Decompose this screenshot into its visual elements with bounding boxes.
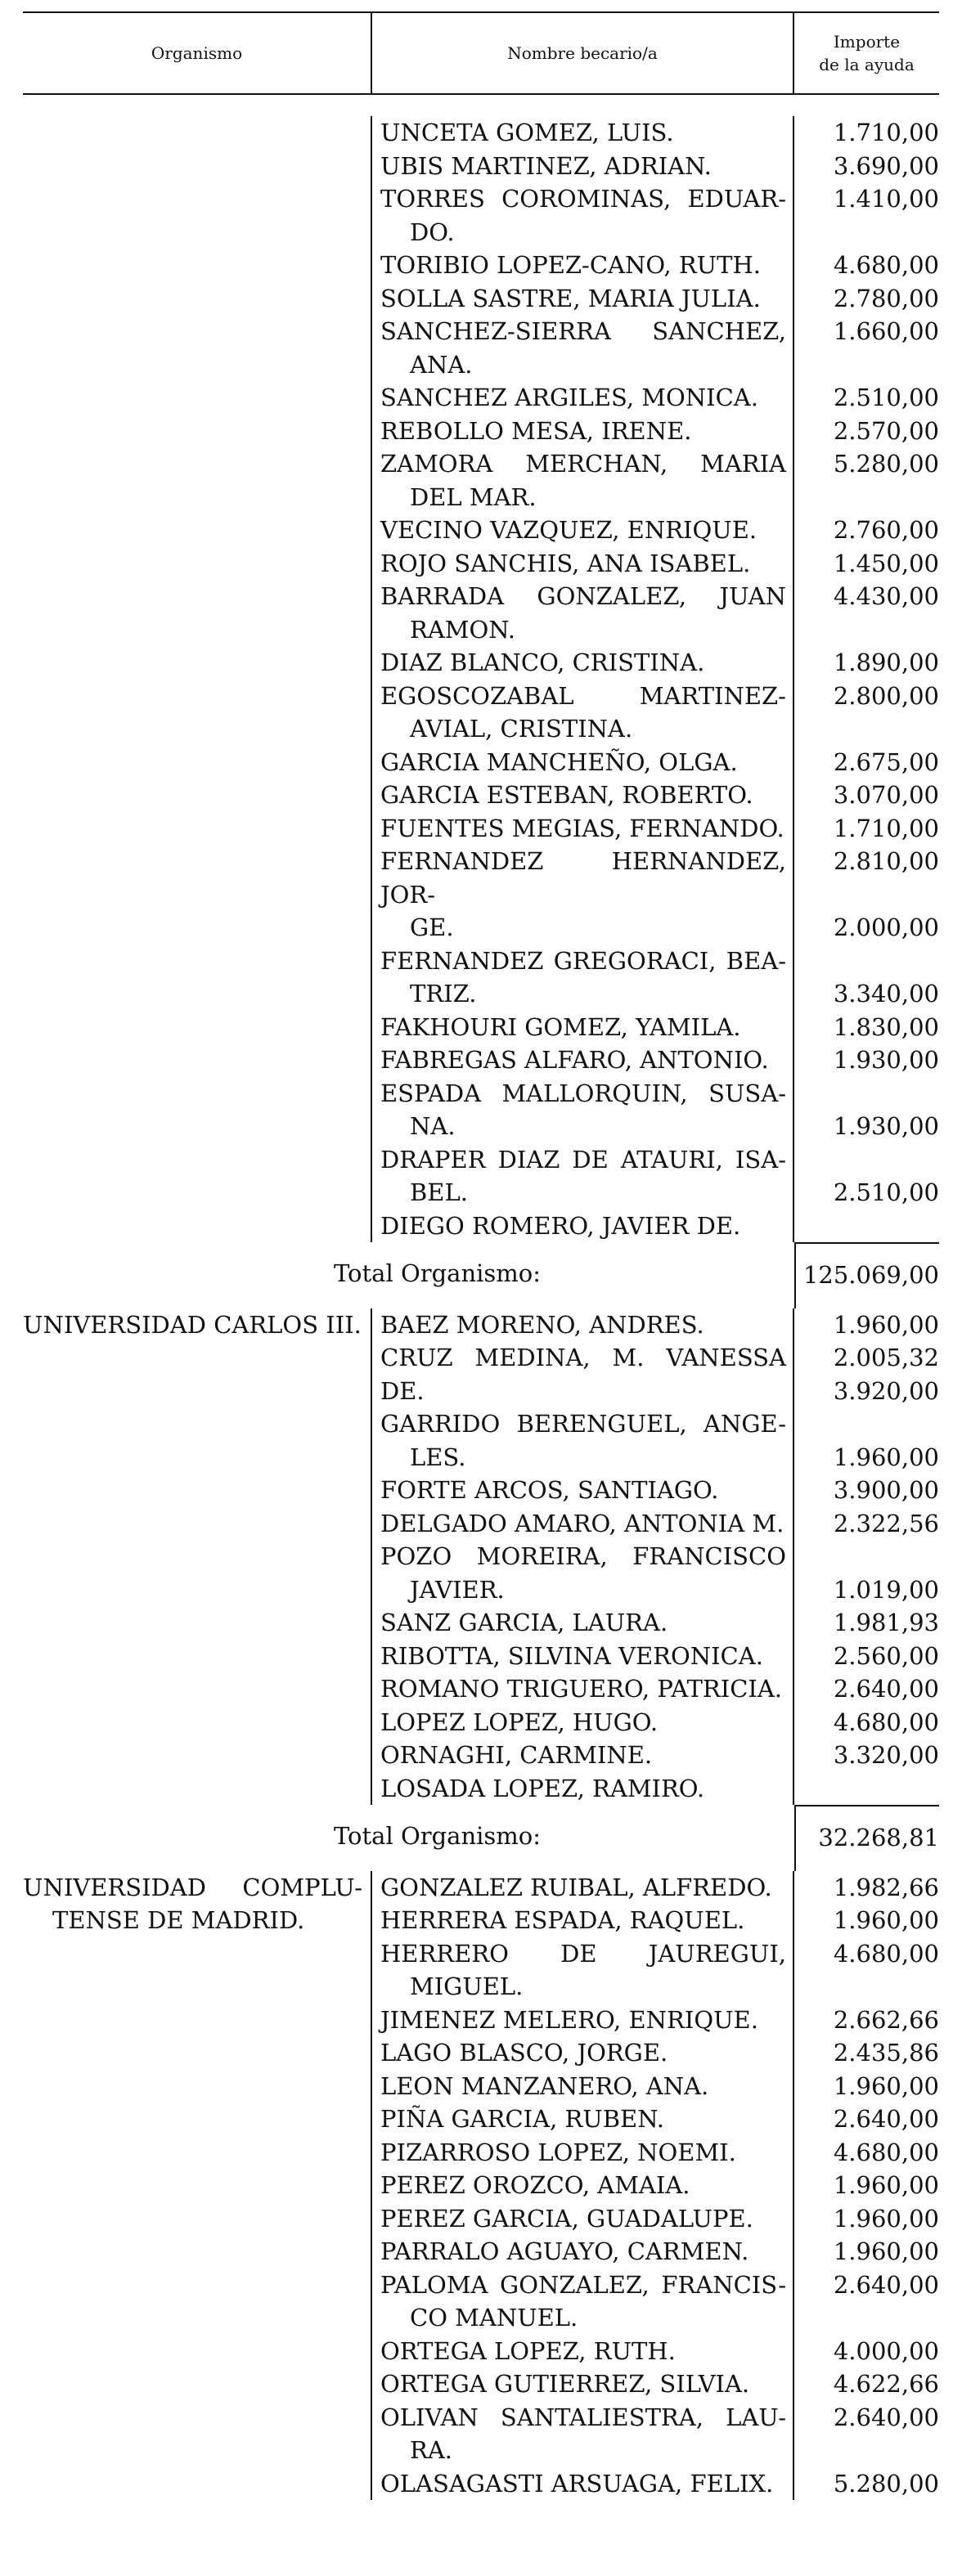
becario-name-continuation: DO. [410, 218, 455, 246]
becario-name: DIEGO ROMERO, JAVIER DE. [380, 1211, 741, 1240]
becario-name: PIZARROSO LOPEZ, NOEMI. [380, 2138, 736, 2166]
list-item [380, 1706, 786, 1739]
list-item [380, 1772, 786, 1806]
list-item [380, 514, 786, 547]
row-spacer [794, 1407, 939, 1441]
importe-value: 1.930,00 [833, 1112, 939, 1140]
list-item [380, 812, 786, 846]
importe-value: 2.662,66 [833, 2005, 939, 2034]
becario-name: CRUZ MEDINA, M. VANESSA DE. [380, 1344, 786, 1405]
becario-name: LAGO BLASCO, JORGE. [380, 2039, 668, 2067]
becario-name: HERRERA ESPADA, RAQUEL. [380, 1906, 745, 1934]
becario-name: GARCIA ESTEBAN, ROBERTO. [380, 781, 753, 809]
importe-value: 2.675,00 [833, 747, 939, 776]
row-spacer [794, 945, 939, 978]
importe-value: 2.000,00 [833, 913, 939, 941]
row-spacer [794, 1143, 939, 1177]
becario-name: FORTE ARCOS, SANTIAGO. [380, 1476, 719, 1504]
becario-name: UNCETA GOMEZ, LUIS. [380, 119, 674, 146]
importe-value: 1.960,00 [833, 1443, 939, 1471]
importe-value: 1.960,00 [833, 2171, 939, 2199]
becario-name: BAEZ MORENO, ANDRES. [380, 1310, 704, 1339]
becario-name: JIMENEZ MELERO, ENRIQUE. [380, 2005, 758, 2034]
organismo-name [23, 116, 371, 1242]
becario-name: LOPEZ LOPEZ, HUGO. [380, 1708, 659, 1736]
list-item [380, 2235, 786, 2269]
becario-name: RIBOTTA, SILVINA VERONICA. [380, 1641, 763, 1670]
importe-value: 5.280,00 [833, 450, 939, 478]
becario-name: ORTEGA LOPEZ, RUTH. [380, 2336, 676, 2365]
list-item [380, 2004, 786, 2037]
becario-name: TORRES COROMINAS, EDUAR- [380, 185, 786, 213]
importe-value: 2.435,86 [833, 2039, 939, 2067]
list-item [380, 1474, 786, 1507]
list-item [380, 2169, 786, 2202]
becario-name: GARCIA MANCHEÑO, OLGA. [380, 747, 738, 776]
table-body [23, 95, 939, 2500]
list-item [380, 315, 786, 381]
importe-value: 2.510,00 [833, 384, 939, 411]
becario-name: PARRALO AGUAYO, CARMEN. [380, 2237, 749, 2265]
list-item [380, 1209, 786, 1243]
list-item [380, 2136, 786, 2170]
becario-name: ZAMORA MERCHAN, MARIA [380, 450, 786, 478]
becario-name-continuation: CO MANUEL. [410, 2304, 578, 2331]
list-item [380, 1640, 786, 1673]
list-item [380, 746, 786, 779]
becario-name: LEON MANZANERO, ANA. [380, 2071, 709, 2100]
importe-value: 1.960,00 [833, 2071, 939, 2100]
importe-value: 2.640,00 [833, 2105, 939, 2133]
importe-value: 3.320,00 [833, 1741, 939, 1769]
list-item [380, 1308, 786, 1342]
importe-value: 4.000,00 [833, 2336, 939, 2365]
becario-name-continuation: LES. [410, 1443, 466, 1471]
row-spacer [794, 613, 939, 647]
becario-name: FABREGAS ALFARO, ANTONIO. [380, 1046, 769, 1074]
total-label: Total Organismo: [333, 1259, 542, 1287]
list-item [380, 1904, 786, 1937]
list-item [380, 415, 786, 448]
becario-name-continuation: NA. [410, 1112, 456, 1140]
organismo-group [23, 116, 939, 1242]
list-item [380, 1077, 786, 1143]
list-item [380, 680, 786, 746]
document-page [23, 11, 939, 2500]
importe-value: 1.410,00 [833, 185, 939, 213]
importe-value: 2.640,00 [833, 2403, 939, 2431]
becario-name-continuation: JAVIER. [410, 1575, 505, 1604]
becario-name: PALOMA GONZALEZ, FRANCIS- [380, 2270, 786, 2299]
becario-name-continuation: RA. [410, 2436, 452, 2464]
list-item [380, 547, 786, 581]
importe-value: 2.570,00 [833, 416, 939, 445]
becario-name: ORTEGA GUTIERREZ, SILVIA. [380, 2370, 750, 2398]
importe-value: 4.680,00 [833, 1708, 939, 1736]
importe-value: 2.560,00 [833, 1641, 939, 1670]
becario-name: ESPADA MALLORQUIN, SUSA- [380, 1079, 786, 1107]
importe-value: 3.690,00 [833, 151, 939, 180]
list-item [380, 1871, 786, 1905]
list-item [380, 646, 786, 680]
list-item [380, 1341, 786, 1407]
importe-value: 3.900,00 [833, 1476, 939, 1504]
importe-value: 2.760,00 [833, 516, 939, 544]
importe-value: 3.920,00 [833, 1376, 939, 1405]
list-item [380, 282, 786, 316]
row-spacer [794, 2301, 939, 2335]
list-item [380, 182, 786, 249]
importe-value: 1.981,93 [833, 1609, 939, 1636]
table-header [23, 11, 939, 95]
organismo-name-line: UNIVERSIDAD CARLOS III. [23, 1310, 362, 1339]
becario-name: DELGADO AMARO, ANTONIA M. [380, 1509, 784, 1537]
list-item [380, 1407, 786, 1474]
becario-name: ROMANO TRIGUERO, PATRICIA. [380, 1675, 783, 1703]
importe-value: 4.680,00 [833, 251, 939, 279]
importe-value: 2.800,00 [833, 681, 939, 710]
importe-value: 1.982,66 [833, 1873, 939, 1901]
importe-value: 1.930,00 [833, 1046, 939, 1074]
header-importe: Importe de la ayuda [819, 32, 915, 74]
becario-names-column [371, 1308, 794, 1806]
importe-value: 4.430,00 [833, 582, 939, 610]
importe-column [794, 116, 939, 1242]
organismo-name-line: UNIVERSIDAD COMPLU- [23, 1873, 362, 1901]
importe-value: 1.660,00 [833, 317, 939, 345]
list-item [380, 2269, 786, 2335]
row-spacer [794, 481, 939, 514]
becario-name: REBOLLO MESA, IRENE. [380, 416, 692, 445]
becario-name-continuation: RAMON. [410, 615, 515, 644]
becario-name: BARRADA GONZALEZ, JUAN [380, 582, 786, 610]
becario-name: DIAZ BLANCO, CRISTINA. [380, 648, 705, 676]
organismo-name [23, 1308, 371, 1806]
organismo-name-line: TENSE DE MADRID. [52, 1906, 305, 1934]
total-value: 125.069,00 [794, 1242, 939, 1308]
becario-name: EGOSCOZABAL MARTINEZ- [380, 681, 786, 710]
importe-value: 1.960,00 [833, 2204, 939, 2233]
becario-name: FERNANDEZ GREGORACI, BEA- [380, 946, 786, 975]
importe-column [794, 1308, 939, 1806]
importe-value: 5.280,00 [833, 2469, 939, 2497]
importe-value: 2.322,56 [833, 1509, 939, 1537]
list-item [380, 2335, 786, 2368]
becario-name: SANZ GARCIA, LAURA. [380, 1609, 668, 1636]
list-item [380, 2103, 786, 2136]
total-organismo-row [23, 1805, 939, 1871]
list-item [380, 945, 786, 1011]
importe-value: 1.960,00 [833, 1310, 939, 1339]
row-spacer [794, 712, 939, 746]
becario-name-continuation: ANA. [410, 350, 473, 379]
becario-name: VECINO VAZQUEZ, ENRIQUE. [380, 516, 757, 544]
total-value: 32.268,81 [794, 1805, 939, 1871]
becario-name: GARRIDO BERENGUEL, ANGE- [380, 1410, 786, 1438]
importe-value: 2.810,00 [833, 847, 939, 875]
becario-name: ORNAGHI, CARMINE. [380, 1741, 653, 1769]
row-spacer [794, 878, 939, 912]
header-nombre: Nombre becario/a [371, 13, 794, 93]
importe-value: 1.960,00 [833, 2237, 939, 2265]
importe-value: 1.960,00 [833, 1906, 939, 1934]
becario-name-continuation: GE. [410, 913, 454, 941]
importe-value: 1.450,00 [833, 549, 939, 577]
becario-name: PEREZ OROZCO, AMAIA. [380, 2171, 690, 2199]
becario-name: GONZALEZ RUIBAL, ALFREDO. [380, 1873, 772, 1901]
list-item [380, 2401, 786, 2467]
organismo-group [23, 1871, 939, 2501]
becario-name: SANCHEZ ARGILES, MONICA. [380, 384, 758, 411]
list-item [380, 1937, 786, 2004]
list-item [380, 2202, 786, 2236]
becario-name: DRAPER DIAZ DE ATAURI, ISA- [380, 1145, 786, 1174]
organismo-name [23, 1871, 371, 2501]
list-item [380, 1507, 786, 1541]
importe-column [794, 1871, 939, 2501]
becario-name: FERNANDEZ HERNANDEZ, JOR- [380, 847, 786, 909]
list-item [380, 2467, 786, 2501]
becario-name-continuation: AVIAL, CRISTINA. [410, 715, 633, 743]
importe-value: 2.780,00 [833, 284, 939, 312]
becario-name: FAKHOURI GOMEZ, YAMILA. [380, 1012, 741, 1041]
becario-name: LOSADA LOPEZ, RAMIRO. [380, 1774, 705, 1802]
list-item [380, 1739, 786, 1772]
row-spacer [794, 1077, 939, 1111]
importe-value: 1.019,00 [833, 1575, 939, 1604]
list-item [380, 1606, 786, 1640]
becario-name-continuation: TRIZ. [410, 980, 477, 1008]
organismo-group [23, 1308, 939, 1806]
becario-name: TORIBIO LOPEZ-CANO, RUTH. [380, 251, 761, 279]
importe-value: 1.890,00 [833, 648, 939, 676]
list-item [380, 150, 786, 183]
importe-value: 4.680,00 [833, 2138, 939, 2166]
becario-name-continuation: DEL MAR. [410, 482, 537, 511]
list-item [380, 1011, 786, 1044]
row-spacer [794, 348, 939, 382]
becario-name: ROJO SANCHIS, ANA ISABEL. [380, 549, 751, 577]
list-item [380, 1143, 786, 1209]
row-spacer [794, 1970, 939, 2004]
list-item [380, 1672, 786, 1706]
becario-name: HERRERO DE JAUREGUI, [380, 1939, 786, 1968]
becario-name-continuation: BEL. [410, 1178, 468, 1206]
row-spacer [794, 1540, 939, 1573]
list-item [380, 1540, 786, 1606]
becario-name: UBIS MARTINEZ, ADRIAN. [380, 151, 712, 180]
importe-value: 4.622,66 [833, 2370, 939, 2398]
importe-value: 2.005,32 [833, 1344, 939, 1371]
list-item [380, 249, 786, 282]
list-item [380, 2070, 786, 2103]
importe-value: 2.640,00 [833, 1675, 939, 1703]
list-item [380, 381, 786, 415]
becario-name: OLASAGASTI ARSUAGA, FELIX. [380, 2469, 774, 2497]
becario-name: PEREZ GARCIA, GUADALUPE. [380, 2204, 753, 2233]
importe-value: 3.070,00 [833, 781, 939, 809]
importe-value: 1.710,00 [833, 814, 939, 842]
becario-names-column [371, 116, 794, 1242]
total-organismo-row [23, 1242, 939, 1308]
row-spacer [794, 216, 939, 249]
importe-value: 2.640,00 [833, 2270, 939, 2299]
becario-name: FUENTES MEGIAS, FERNANDO. [380, 814, 784, 842]
becario-name: SOLLA SASTRE, MARIA JULIA. [380, 284, 761, 312]
becario-name: POZO MOREIRA, FRANCISCO [380, 1542, 786, 1570]
total-label: Total Organismo: [333, 1822, 542, 1850]
becario-name: OLIVAN SANTALIESTRA, LAU- [380, 2403, 786, 2431]
list-item [380, 447, 786, 514]
list-item [380, 580, 786, 646]
list-item [380, 845, 786, 945]
list-item [380, 116, 786, 150]
becario-name-continuation: MIGUEL. [410, 1972, 524, 2000]
list-item [380, 779, 786, 812]
list-item [380, 2036, 786, 2070]
becario-names-column [371, 1871, 794, 2501]
importe-value: 2.510,00 [833, 1178, 939, 1206]
list-item [380, 2367, 786, 2401]
importe-value: 3.340,00 [833, 980, 939, 1008]
importe-value: 4.680,00 [833, 1939, 939, 1968]
becario-name: SANCHEZ-SIERRA SANCHEZ, [380, 317, 786, 345]
header-organismo: Organismo [151, 43, 243, 63]
list-item [380, 1043, 786, 1077]
importe-value: 1.710,00 [833, 119, 939, 146]
row-spacer [794, 2434, 939, 2467]
importe-value: 1.830,00 [833, 1012, 939, 1041]
becario-name: PIÑA GARCIA, RUBEN. [380, 2105, 664, 2133]
